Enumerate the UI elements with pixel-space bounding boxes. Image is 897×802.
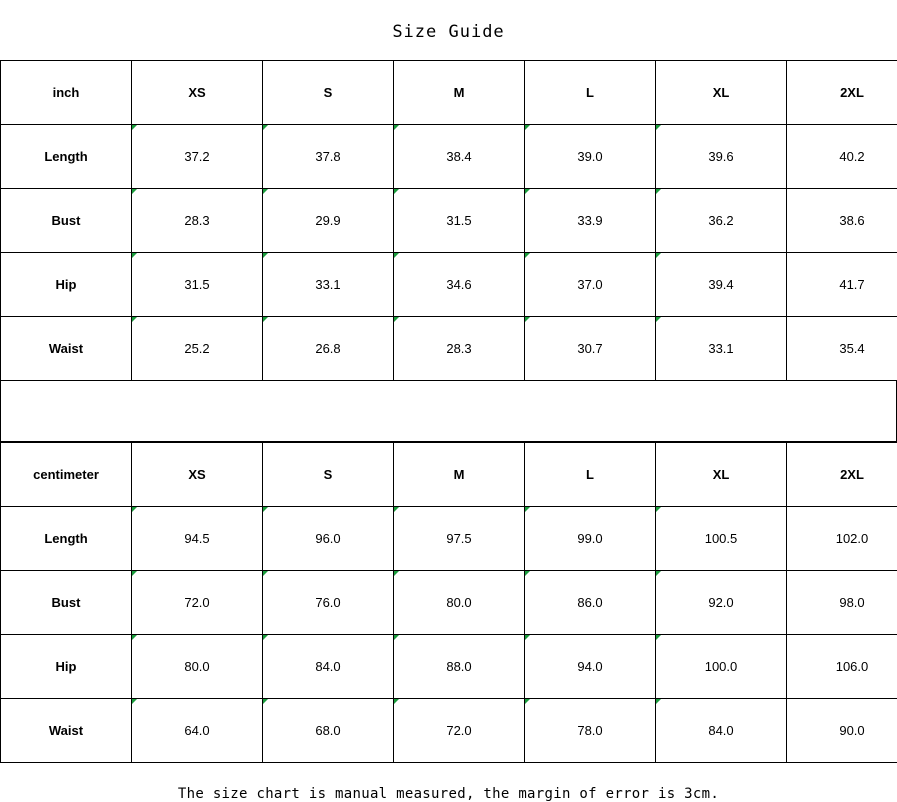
size-header-2xl: 2XL <box>787 61 897 125</box>
measurement-note: The size chart is manual measured, the margin of error is 3cm. <box>0 763 897 802</box>
cell-bust-m: 80.0 <box>394 571 525 635</box>
table-row <box>1 571 897 635</box>
table-header-row <box>1 443 897 507</box>
cell-waist-xs: 25.2 <box>132 317 263 381</box>
unit-label-centimeter: centimeter <box>1 443 132 507</box>
cell-waist-l: 78.0 <box>525 699 656 763</box>
table-row <box>1 317 897 381</box>
cell-waist-s: 68.0 <box>263 699 394 763</box>
cell-hip-2xl: 41.7 <box>787 253 897 317</box>
cell-length-m: 97.5 <box>394 507 525 571</box>
cell-length-xl: 100.5 <box>656 507 787 571</box>
cell-waist-2xl: 90.0 <box>787 699 897 763</box>
cell-bust-xl: 92.0 <box>656 571 787 635</box>
cell-length-xs: 94.5 <box>132 507 263 571</box>
cell-bust-l: 86.0 <box>525 571 656 635</box>
table-row <box>1 189 897 253</box>
cell-hip-xl: 39.4 <box>656 253 787 317</box>
cell-hip-s: 84.0 <box>263 635 394 699</box>
row-label-length: Length <box>1 507 132 571</box>
cell-length-s: 96.0 <box>263 507 394 571</box>
row-label-bust: Bust <box>1 189 132 253</box>
cell-length-s: 37.8 <box>263 125 394 189</box>
cell-bust-l: 33.9 <box>525 189 656 253</box>
cell-hip-xl: 100.0 <box>656 635 787 699</box>
cell-hip-m: 88.0 <box>394 635 525 699</box>
cell-length-xl: 39.6 <box>656 125 787 189</box>
row-label-hip: Hip <box>1 635 132 699</box>
unit-label-inch: inch <box>1 61 132 125</box>
table-row <box>1 635 897 699</box>
table-row <box>1 507 897 571</box>
cell-hip-l: 94.0 <box>525 635 656 699</box>
cell-waist-2xl: 35.4 <box>787 317 897 381</box>
size-header-m: M <box>394 443 525 507</box>
size-header-xl: XL <box>656 61 787 125</box>
cell-length-l: 99.0 <box>525 507 656 571</box>
cell-bust-xs: 72.0 <box>132 571 263 635</box>
cell-hip-m: 34.6 <box>394 253 525 317</box>
size-table-centimeter <box>0 442 897 763</box>
cell-waist-m: 28.3 <box>394 317 525 381</box>
cell-waist-xl: 84.0 <box>656 699 787 763</box>
size-header-s: S <box>263 443 394 507</box>
cell-bust-m: 31.5 <box>394 189 525 253</box>
page-title: Size Guide <box>0 0 897 60</box>
cell-bust-xl: 36.2 <box>656 189 787 253</box>
size-header-l: L <box>525 61 656 125</box>
cell-bust-xs: 28.3 <box>132 189 263 253</box>
size-table-inch <box>0 60 897 381</box>
cell-bust-s: 29.9 <box>263 189 394 253</box>
cell-waist-xs: 64.0 <box>132 699 263 763</box>
size-table-inch-body <box>1 61 897 381</box>
size-table-centimeter-body <box>1 443 897 763</box>
size-header-m: M <box>394 61 525 125</box>
size-header-xs: XS <box>132 443 263 507</box>
table-gap-row <box>0 381 897 442</box>
cell-hip-xs: 31.5 <box>132 253 263 317</box>
cell-hip-l: 37.0 <box>525 253 656 317</box>
cell-length-m: 38.4 <box>394 125 525 189</box>
table-row <box>1 253 897 317</box>
row-label-hip: Hip <box>1 253 132 317</box>
cell-bust-2xl: 38.6 <box>787 189 897 253</box>
cell-length-xs: 37.2 <box>132 125 263 189</box>
size-header-l: L <box>525 443 656 507</box>
row-label-bust: Bust <box>1 571 132 635</box>
table-row <box>1 125 897 189</box>
size-header-s: S <box>263 61 394 125</box>
cell-hip-s: 33.1 <box>263 253 394 317</box>
cell-bust-2xl: 98.0 <box>787 571 897 635</box>
cell-bust-s: 76.0 <box>263 571 394 635</box>
size-header-xl: XL <box>656 443 787 507</box>
size-header-xs: XS <box>132 61 263 125</box>
row-label-length: Length <box>1 125 132 189</box>
cell-waist-xl: 33.1 <box>656 317 787 381</box>
cell-length-2xl: 102.0 <box>787 507 897 571</box>
cell-waist-s: 26.8 <box>263 317 394 381</box>
row-label-waist: Waist <box>1 699 132 763</box>
cell-length-2xl: 40.2 <box>787 125 897 189</box>
table-row <box>1 699 897 763</box>
table-header-row <box>1 61 897 125</box>
cell-waist-m: 72.0 <box>394 699 525 763</box>
size-header-2xl: 2XL <box>787 443 897 507</box>
cell-hip-xs: 80.0 <box>132 635 263 699</box>
cell-waist-l: 30.7 <box>525 317 656 381</box>
cell-length-l: 39.0 <box>525 125 656 189</box>
row-label-waist: Waist <box>1 317 132 381</box>
cell-hip-2xl: 106.0 <box>787 635 897 699</box>
